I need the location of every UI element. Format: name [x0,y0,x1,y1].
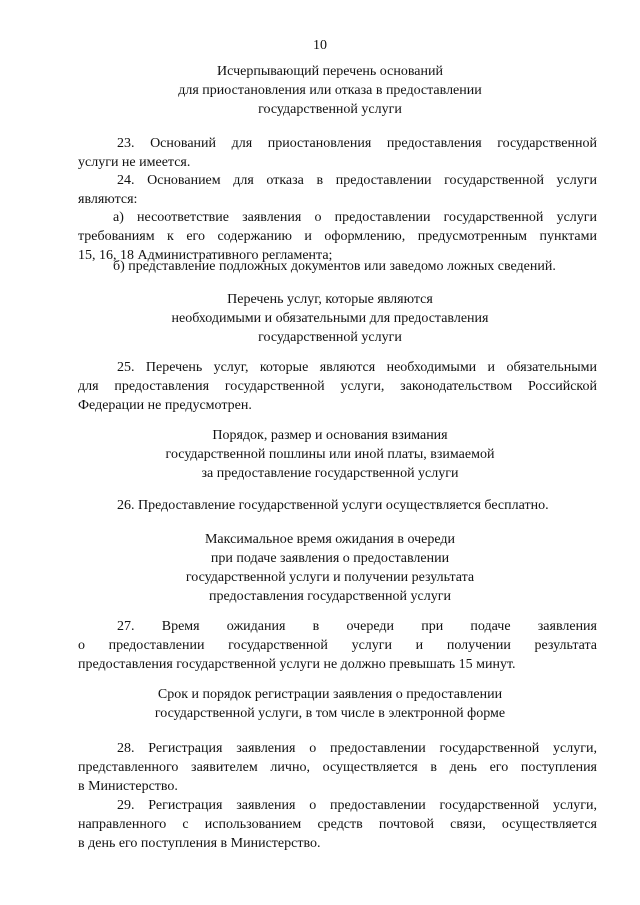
paragraph-line: 26. Предоставление государственной услуги осуществляется бесплатно. [117,498,549,513]
paragraph-line: требованиям к его содержанию и оформлению, предусмотренным пунктами [78,229,597,244]
paragraph-23 [78,134,597,172]
paragraph-line: предоставления государственной услуги не должно превышать 15 минут. [78,657,516,672]
heading-line: Перечень услуг, которые являются [227,292,433,307]
heading-line: при подаче заявления о предоставлении [210,551,450,566]
paragraph-line: 27. Время ожидания в очереди при подаче заявления [117,619,597,634]
section-heading-registration [60,685,600,723]
heading-line: предоставления государственной услуги [209,589,451,604]
heading-line: государственной пошлины или иной платы, взимаемой [165,447,495,462]
heading-line: государственной услуги [258,102,402,117]
paragraph-line: представленного заявителем лично, осуществляется в день его поступления [78,760,597,775]
paragraph-line: о предоставлении государственной услуги и получении результата [78,638,597,653]
paragraph-24 [78,171,597,209]
paragraph-line: 25. Перечень услуг, которые являются необходимыми и обязательными [117,360,597,375]
paragraph-line: б) представление подложных документов или заведомо ложных сведений. [113,259,556,274]
paragraph-line: являются: [78,192,138,207]
paragraph-line: 23. Оснований для приостановления предоставления государственной [117,136,597,151]
paragraph-line: услуги не имеется. [78,155,191,170]
paragraph-line: для предоставления государственной услуги, законодательством Российской [78,379,597,394]
heading-line: Порядок, размер и основания взимания [212,428,448,443]
heading-line: Срок и порядок регистрации заявления о предоставлении [157,687,503,702]
paragraph-line: 24. Основанием для отказа в предоставлении государственной услуги [117,173,597,188]
heading-line: государственной услуги, в том числе в электронной форме [154,706,506,721]
paragraph-line: а) несоответствие заявления о предоставлении государственной услуги [113,210,597,225]
paragraph-line: направленного с использованием средств почтовой связи, осуществляется [78,817,597,832]
paragraph-24b [78,257,597,276]
heading-line: за предоставление государственной услуги [201,466,459,481]
heading-line: необходимыми и обязательными для предоставления [171,311,489,326]
heading-line: государственной услуги и получении результата [185,570,475,585]
paragraph-line: Федерации не предусмотрен. [78,398,252,413]
paragraph-25 [78,358,597,415]
heading-line: государственной услуги [258,330,402,345]
section-heading-grounds [60,62,600,119]
heading-line: Исчерпывающий перечень оснований [217,64,443,79]
section-heading-required-services [60,290,600,347]
paragraph-line: в день его поступления в Министерство. [78,836,321,851]
paragraph-line: в Министерство. [78,779,178,794]
page-number: 10 [313,38,327,53]
heading-line: для приостановления или отказа в предоставлении [178,83,482,98]
paragraph-28 [78,739,597,796]
paragraph-line: 29. Регистрация заявления о предоставлении государственной услуги, [117,798,597,813]
heading-line: Максимальное время ожидания в очереди [204,532,456,547]
paragraph-27 [78,617,597,674]
paragraph-line: 15, 16, 18 Административного регламента; [78,248,333,263]
paragraph-29 [78,796,597,853]
paragraph-26 [78,496,597,515]
section-heading-wait-time [60,530,600,606]
paragraph-line: 28. Регистрация заявления о предоставлении государственной услуги, [117,741,597,756]
section-heading-fee [60,426,600,483]
